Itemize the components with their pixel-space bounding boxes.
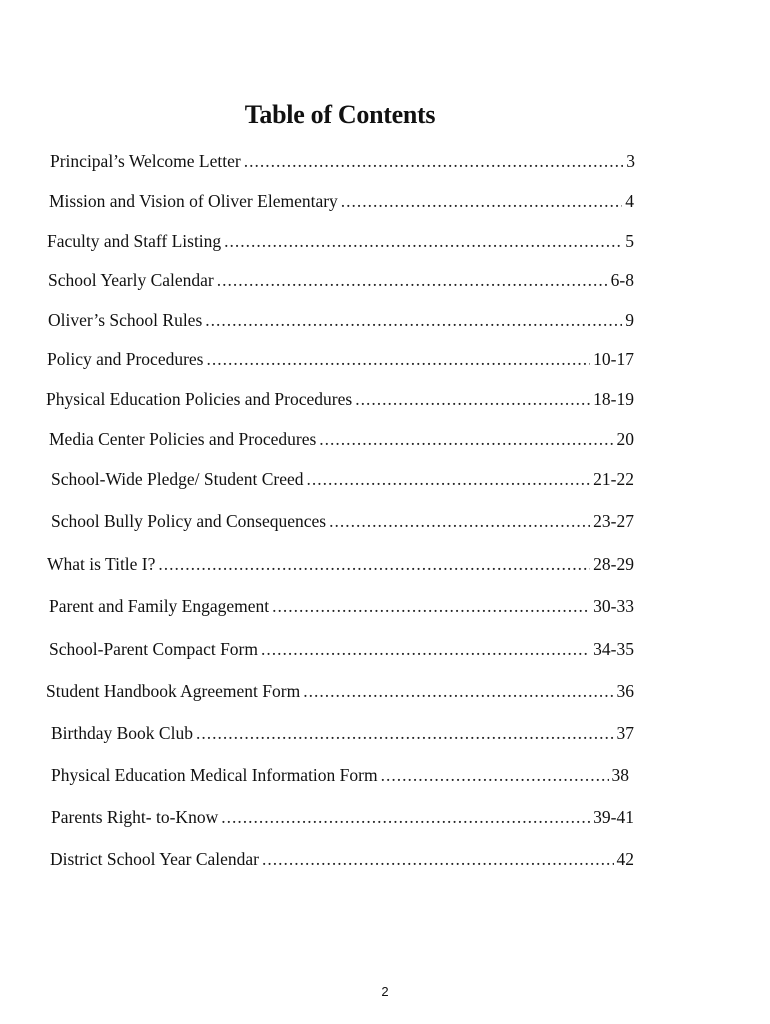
toc-entry: [50, 846, 634, 872]
toc-entry: [46, 386, 634, 412]
toc-entry: [51, 508, 634, 534]
toc-leader-dots: [272, 593, 590, 619]
toc-entry-page: 6-8: [610, 270, 634, 290]
toc-entry-label: Policy and Procedures: [47, 349, 204, 369]
toc-leader-dots: [196, 720, 614, 746]
page-number: 2: [381, 984, 389, 999]
toc-leader-dots: [307, 466, 591, 492]
toc-entry-page: 5: [625, 231, 634, 251]
toc-entry: [48, 267, 634, 293]
toc-entry-label: Media Center Policies and Procedures: [49, 429, 317, 449]
toc-leader-dots: [303, 678, 613, 704]
toc-entry: [46, 678, 634, 704]
toc-entry-label: Oliver’s School Rules: [48, 310, 203, 330]
toc-leader-dots: [319, 426, 613, 452]
toc-entry-label: Mission and Vision of Oliver Elementary: [49, 191, 338, 211]
toc-entry-page: 18-19: [593, 389, 634, 409]
toc-leader-dots: [381, 762, 609, 788]
toc-entry-page: 28-29: [593, 554, 634, 574]
toc-leader-dots: [329, 508, 590, 534]
toc-entry: [48, 307, 634, 333]
toc-entry-label: Birthday Book Club: [51, 723, 193, 743]
toc-entry: [51, 762, 629, 788]
toc-entry-page: 39-41: [593, 807, 634, 827]
toc-entry-label: Physical Education Policies and Procedures: [46, 389, 353, 409]
toc-leader-dots: [207, 346, 591, 372]
toc-leader-dots: [355, 386, 590, 412]
toc-entry-page: 21-22: [593, 469, 634, 489]
toc-entry: [49, 636, 634, 662]
toc-leader-dots: [244, 148, 624, 174]
toc-entry-page: 30-33: [593, 596, 634, 616]
toc-entry-page: 38: [611, 765, 629, 785]
toc-entry-label: School-Wide Pledge/ Student Creed: [51, 469, 304, 489]
toc-entry: [49, 593, 634, 619]
toc-leader-dots: [261, 636, 590, 662]
toc-leader-dots: [221, 804, 590, 830]
toc-entry-page: 42: [616, 849, 634, 869]
toc-entry: [49, 426, 634, 452]
toc-entry-page: 10-17: [593, 349, 634, 369]
toc-entry-page: 3: [626, 151, 635, 171]
toc-entry-label: Faculty and Staff Listing: [47, 231, 222, 251]
toc-leader-dots: [224, 228, 622, 254]
toc-entry: [51, 804, 634, 830]
toc-entry-label: Physical Education Medical Information Form: [51, 765, 378, 785]
toc-leader-dots: [158, 551, 590, 577]
toc-entry-page: 34-35: [593, 639, 634, 659]
toc-entry: [50, 148, 635, 174]
toc-entry-page: 23-27: [593, 511, 634, 531]
toc-entry-label: District School Year Calendar: [50, 849, 259, 869]
toc-entry-page: 36: [616, 681, 634, 701]
toc-entry-page: 4: [625, 191, 634, 211]
toc-entry-label: School Yearly Calendar: [48, 270, 214, 290]
page-title: Table of Contents: [244, 100, 436, 129]
toc-entry: [47, 551, 634, 577]
toc-entry-label: School Bully Policy and Consequences: [51, 511, 327, 531]
toc-entry: [51, 720, 634, 746]
toc-leader-dots: [205, 307, 622, 333]
toc-entry: [47, 228, 634, 254]
toc-entry-label: What is Title I?: [47, 554, 156, 574]
toc-leader-dots: [341, 188, 622, 214]
toc-entry: [51, 466, 634, 492]
toc-entry-label: Student Handbook Agreement Form: [46, 681, 301, 701]
toc-entry-page: 20: [616, 429, 634, 449]
toc-leader-dots: [262, 846, 614, 872]
toc-entry-label: School-Parent Compact Form: [49, 639, 259, 659]
toc-entry: [47, 346, 634, 372]
toc-entry-label: Parents Right- to-Know: [51, 807, 219, 827]
toc-entry-page: 9: [625, 310, 634, 330]
toc-entry-page: 37: [616, 723, 634, 743]
toc-entry: [49, 188, 634, 214]
toc-entry-label: Parent and Family Engagement: [49, 596, 270, 616]
toc-leader-dots: [217, 267, 608, 293]
toc-entry-label: Principal’s Welcome Letter: [50, 151, 241, 171]
